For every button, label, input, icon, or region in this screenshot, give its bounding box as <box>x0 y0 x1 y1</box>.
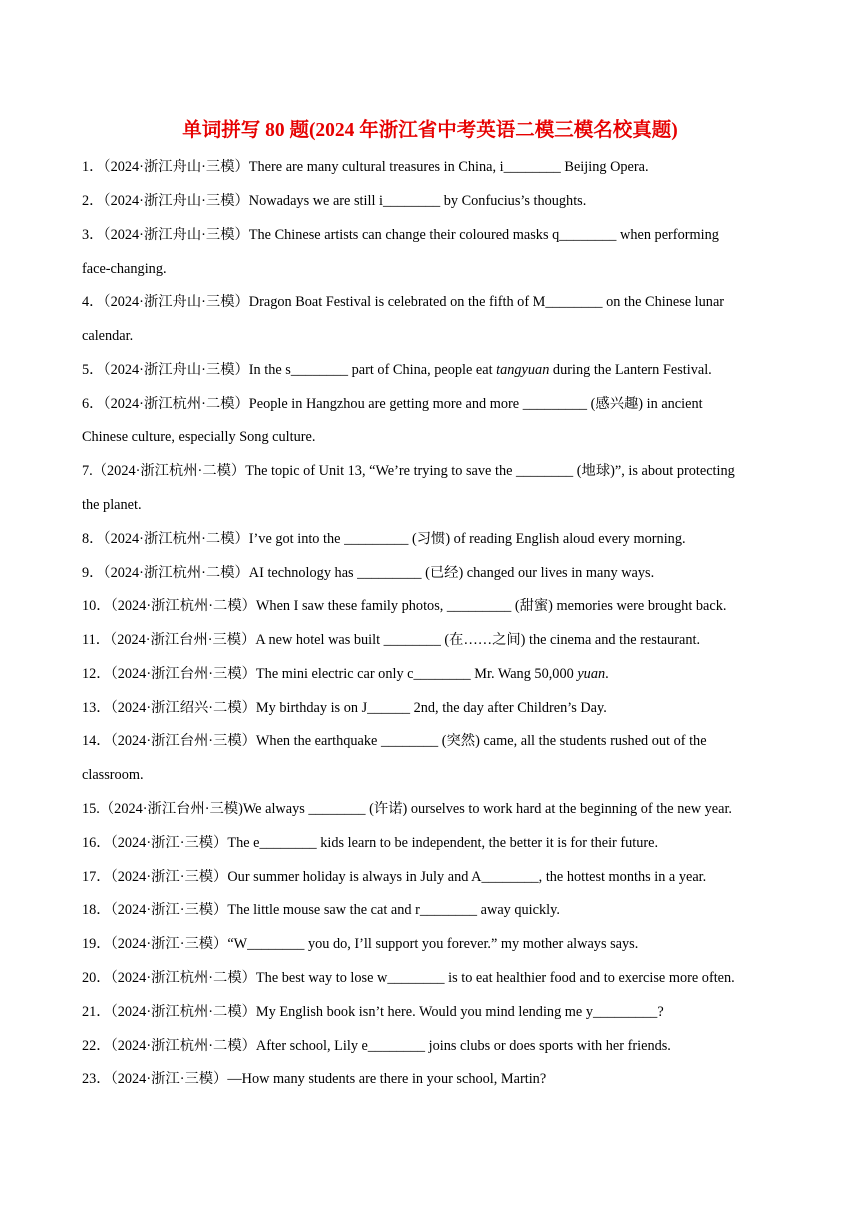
question-line: 13．（2024·浙江绍兴·二模）My birthday is on J______ 2nd, the day after Children’s Day. <box>82 700 607 716</box>
question-line: 9．（2024·浙江杭州·二模）AI technology has _________ (已经) changed our lives in many ways. <box>82 565 655 581</box>
question-line: 4．（2024·浙江舟山·三模）Dragon Boat Festival is celebrated on the fifth of M________ on the Chinese lunar <box>82 294 725 310</box>
question-line-continued: face-changing. <box>82 261 167 277</box>
question-line: 20．（2024·浙江杭州·二模）The best way to lose w________ is to eat healthier food and to exercise more often. <box>82 970 735 986</box>
question-line: 5．（2024·浙江舟山·三模）In the s________ part of China, people eat tangyuan during the Lantern Festival. <box>82 362 712 378</box>
question-line-continued: calendar. <box>82 328 134 344</box>
question-line: 6．（2024·浙江杭州·二模）People in Hangzhou are getting more and more _________ (感兴趣) in ancient <box>82 396 703 412</box>
document-title: 单词拼写 80 题(2024 年浙江省中考英语二模三模名校真题) <box>182 120 678 141</box>
question-line: 8．（2024·浙江杭州·二模）I’ve got into the _________ (习惯) of reading English aloud every morning. <box>82 531 686 547</box>
question-line: 21．（2024·浙江杭州·二模）My English book isn’t here. Would you mind lending me y_________? <box>82 1004 664 1020</box>
question-line-continued: classroom. <box>82 767 144 783</box>
question-line: 10．（2024·浙江杭州·二模）When I saw these family photos, _________ (甜蜜) memories were brought back. <box>82 598 727 614</box>
question-line: 19．（2024·浙江·三模）“W________ you do, I’ll support you forever.” my mother always says. <box>82 936 639 952</box>
question-line: 23．（2024·浙江·三模）—How many students are there in your school, Martin? <box>82 1071 547 1087</box>
question-line: 18．（2024·浙江·三模）The little mouse saw the cat and r________ away quickly. <box>82 902 560 918</box>
question-line-continued: the planet. <box>82 497 142 513</box>
question-line-continued: Chinese culture, especially Song culture. <box>82 429 316 445</box>
question-line: 2．（2024·浙江舟山·三模）Nowadays we are still i________ by Confucius’s thoughts. <box>82 193 587 209</box>
question-line: 15.（2024·浙江台州·三模)We always ________ (许诺) ourselves to work hard at the beginning of the new year. <box>82 801 733 817</box>
question-line: 1．（2024·浙江舟山·三模）There are many cultural treasures in China, i________ Beijing Opera. <box>82 159 649 175</box>
question-line: 17．（2024·浙江·三模）Our summer holiday is always in July and A________, the hottest months in a year. <box>82 869 707 885</box>
question-line: 3．（2024·浙江舟山·三模）The Chinese artists can change their coloured masks q________ when performing <box>82 227 719 243</box>
question-line: 7.（2024·浙江杭州·二模）The topic of Unit 13, “We’re trying to save the ________ (地球)”, is about protecting <box>82 463 735 479</box>
question-line: 14．（2024·浙江台州·三模）When the earthquake ________ (突然) came, all the students rushed out of the <box>82 733 707 749</box>
question-line: 11．（2024·浙江台州·三模）A new hotel was built ________ (在……之间) the cinema and the restaurant. <box>82 632 701 648</box>
question-line: 12．（2024·浙江台州·三模）The mini electric car only c________ Mr. Wang 50,000 yuan. <box>82 666 609 682</box>
question-line: 16．（2024·浙江·三模）The e________ kids learn to be independent, the better it is for their future. <box>82 835 659 851</box>
question-line: 22．（2024·浙江杭州·二模）After school, Lily e________ joins clubs or does sports with her friends. <box>82 1038 671 1054</box>
